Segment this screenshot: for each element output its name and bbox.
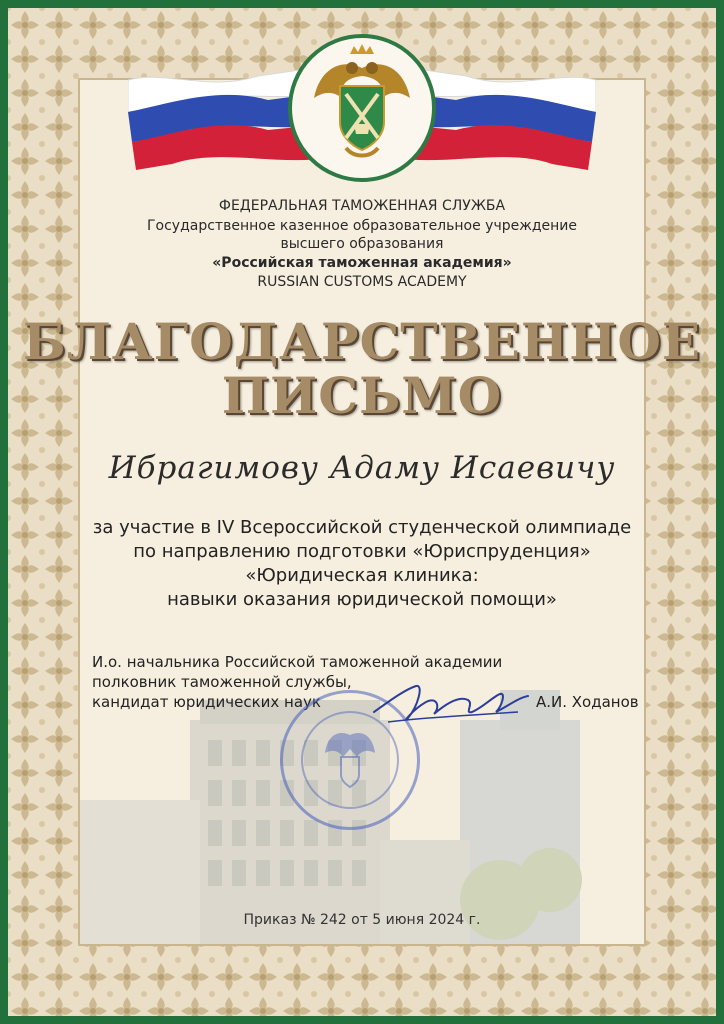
header-academy-name: «Российская таможенная академия» [212, 255, 512, 271]
body-line-1: за участие в IV Всероссийской студенческой олимпиаде [92, 517, 632, 538]
header-academy-name-en: RUSSIAN CUSTOMS ACADEMY [257, 274, 467, 290]
emblem-medallion [288, 34, 436, 182]
signatory-degree: кандидат юридических наук [92, 693, 321, 711]
certificate-title-line1: БЛАГОДАРСТВЕННОЕ [22, 312, 702, 371]
header-education-level: высшего образования [280, 236, 444, 252]
body-line-3: «Юридическая клиника: [245, 565, 479, 586]
signatory-name: А.И. Ходанов [536, 693, 639, 711]
customs-emblem-icon [292, 38, 432, 178]
order-reference: Приказ № 242 от 5 июня 2024 г. [243, 912, 481, 928]
recipient-name: Ибрагимову Адаму Исаевичу [108, 450, 616, 486]
header-institution-type: Государственное казенное образовательное учреждение [147, 218, 577, 234]
certificate-title-line2: ПИСЬМО [221, 366, 503, 425]
signatory-rank: полковник таможенной службы, [92, 673, 352, 691]
header-agency: ФЕДЕРАЛЬНАЯ ТАМОЖЕННАЯ СЛУЖБА [218, 198, 506, 214]
signature [368, 672, 538, 742]
body-line-4: навыки оказания юридической помощи» [167, 589, 557, 610]
signatory-position: И.о. начальника Российской таможенной академии [92, 653, 503, 671]
body-line-2: по направлению подготовки «Юриспруденция» [133, 541, 591, 562]
